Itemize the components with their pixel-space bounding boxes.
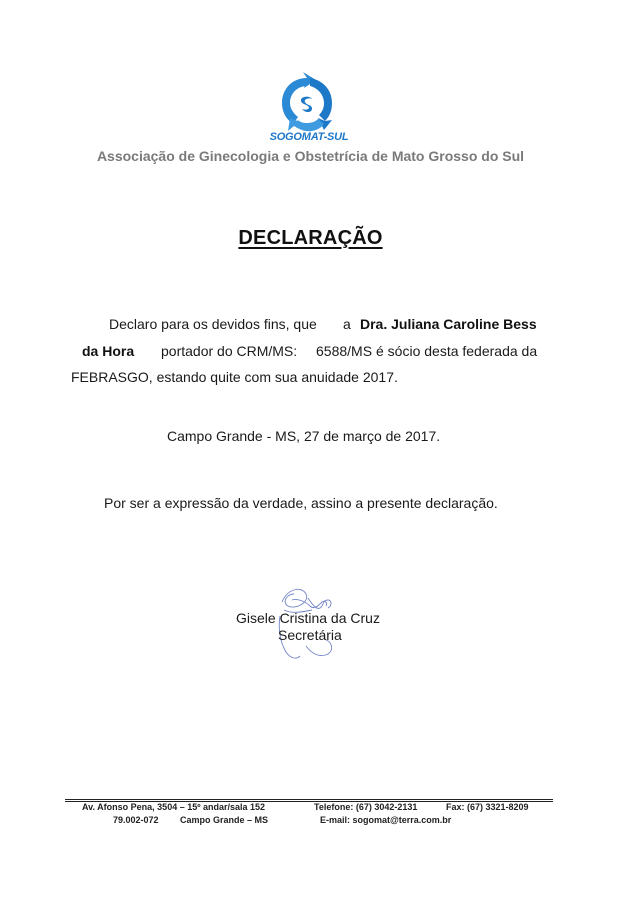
doctor-name-line1: Dra. Juliana Caroline Bess (360, 316, 537, 332)
footer-phone: Telefone: (67) 3042-2131 (314, 802, 418, 812)
footer-city: Campo Grande – MS (180, 815, 269, 825)
footer-fax: Fax: (67) 3321-8209 (446, 802, 529, 812)
footer-address: Av. Afonso Pena, 3504 – 15º andar/sala 152 (82, 802, 266, 812)
closing-statement: Por ser a expressão da verdade, assino a presente declaração. (104, 495, 498, 511)
signatory-name: Gisele Cristina da Cruz (236, 610, 380, 626)
crm-number: 6588/MS (316, 343, 373, 359)
logo-icon (274, 72, 340, 138)
logo-text: SOGOMAT-SUL (269, 131, 349, 143)
association-name: Associação de Ginecologia e Obstetrícia de Mato Grosso do Sul (96, 148, 525, 164)
doctor-name-line2: da Hora (82, 343, 135, 359)
footer-divider (65, 799, 553, 800)
para1-article: a (343, 316, 351, 332)
para1-crm-label: portador do CRM/MS: (161, 343, 298, 359)
para1-text-start: Declaro para os devidos fins, que (109, 316, 317, 332)
footer-email: E-mail: sogomat@terra.com.br (320, 815, 452, 825)
footer-zip: 79.002-072 (113, 815, 159, 825)
document-title: DECLARAÇÃO (238, 227, 383, 249)
signatory-role: Secretária (278, 627, 342, 643)
place-date: Campo Grande - MS, 27 de março de 2017. (167, 428, 441, 444)
para1-text-end: FEBRASGO, estando quite com sua anuidade 2017. (71, 369, 398, 385)
para1-text-mid: é sócio desta federada da (376, 343, 538, 359)
